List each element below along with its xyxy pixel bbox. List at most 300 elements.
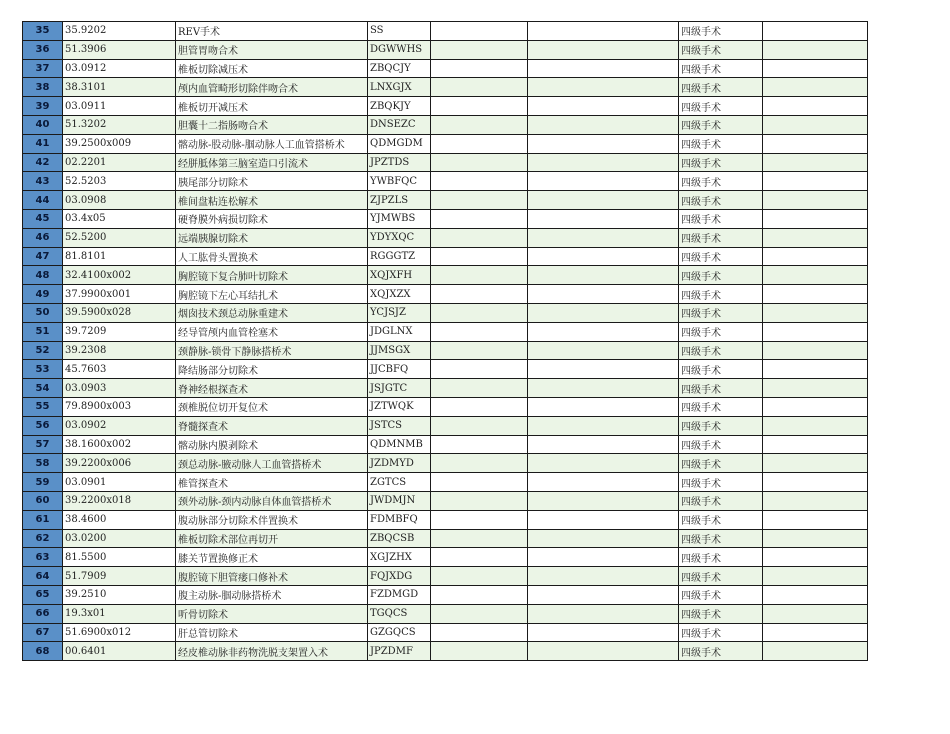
empty-cell[interactable] [528,623,679,642]
row-number-cell[interactable]: 46 [23,228,63,247]
surgery-level-cell[interactable]: 四级手术 [679,153,763,172]
pinyin-abbr-cell[interactable]: YDYXQC [368,228,431,247]
pinyin-abbr-cell[interactable]: ZBQCJY [368,59,431,78]
surgery-level-cell[interactable]: 四级手术 [679,454,763,473]
empty-cell[interactable] [763,623,868,642]
row-number-cell[interactable]: 48 [23,266,63,285]
procedure-code-cell[interactable]: 52.5203 [63,172,176,191]
empty-cell[interactable] [763,22,868,41]
procedure-name-cell[interactable]: 听骨切除术 [176,604,368,623]
table-row [23,567,868,586]
row-number-cell[interactable]: 68 [23,642,63,661]
empty-cell[interactable] [528,360,679,379]
surgery-level-cell[interactable]: 四级手术 [679,473,763,492]
empty-cell[interactable] [763,397,868,416]
empty-cell[interactable] [431,548,528,567]
empty-cell[interactable] [528,322,679,341]
row-number-cell[interactable]: 39 [23,97,63,116]
empty-cell[interactable] [763,510,868,529]
empty-cell[interactable] [763,115,868,134]
procedure-name-cell[interactable]: 人工肱骨头置换术 [176,247,368,266]
procedure-name-cell[interactable]: 经导管颅内血管栓塞术 [176,322,368,341]
table-row [23,379,868,398]
surgery-level-cell[interactable]: 四级手术 [679,115,763,134]
row-number-cell[interactable]: 53 [23,360,63,379]
table-row [23,59,868,78]
table-row [23,435,868,454]
procedure-name-cell[interactable]: 降结肠部分切除术 [176,360,368,379]
row-number-cell[interactable]: 42 [23,153,63,172]
empty-cell[interactable] [528,397,679,416]
pinyin-abbr-cell[interactable]: XQJXZX [368,285,431,304]
empty-cell[interactable] [763,642,868,661]
procedure-name-cell[interactable]: 髂动脉-股动脉-腘动脉人工血管搭桥术 [176,134,368,153]
procedure-code-cell[interactable]: 39.2200x006 [63,454,176,473]
surgery-level-cell[interactable]: 四级手术 [679,322,763,341]
empty-cell[interactable] [763,435,868,454]
empty-cell[interactable] [528,567,679,586]
surgery-level-cell[interactable]: 四级手术 [679,642,763,661]
procedure-code-cell[interactable]: 03.0903 [63,379,176,398]
empty-cell[interactable] [431,341,528,360]
empty-cell[interactable] [431,585,528,604]
surgery-level-cell[interactable]: 四级手术 [679,567,763,586]
surgery-level-cell[interactable]: 四级手术 [679,341,763,360]
pinyin-abbr-cell[interactable]: JPZDMF [368,642,431,661]
empty-cell[interactable] [763,567,868,586]
surgery-level-cell[interactable]: 四级手术 [679,22,763,41]
empty-cell[interactable] [431,209,528,228]
procedure-code-cell[interactable]: 51.3906 [63,40,176,59]
empty-cell[interactable] [431,22,528,41]
empty-cell[interactable] [431,97,528,116]
row-number-cell[interactable]: 62 [23,529,63,548]
procedure-code-cell[interactable]: 81.5500 [63,548,176,567]
empty-cell[interactable] [763,379,868,398]
empty-cell[interactable] [528,435,679,454]
procedure-code-cell[interactable]: 79.8900x003 [63,397,176,416]
procedure-name-cell[interactable]: 腹动脉部分切除术伴置换术 [176,510,368,529]
procedure-name-cell[interactable]: 膝关节置换修正术 [176,548,368,567]
procedure-code-cell[interactable]: 35.9202 [63,22,176,41]
surgery-level-cell[interactable]: 四级手术 [679,172,763,191]
table-row [23,115,868,134]
empty-cell[interactable] [431,379,528,398]
procedure-name-cell[interactable]: 硬脊膜外病损切除术 [176,209,368,228]
row-number-cell[interactable]: 58 [23,454,63,473]
procedure-code-cell[interactable]: 39.2500x009 [63,134,176,153]
empty-cell[interactable] [431,191,528,210]
procedure-name-cell[interactable]: 经皮椎动脉非药物洗脱支架置入术 [176,642,368,661]
empty-cell[interactable] [528,491,679,510]
table-body [23,22,868,661]
row-number-cell[interactable]: 36 [23,40,63,59]
procedure-code-cell[interactable]: 03.0200 [63,529,176,548]
procedure-name-cell[interactable]: 椎板切除术部位再切开 [176,529,368,548]
pinyin-abbr-cell[interactable]: QDMNMB [368,435,431,454]
procedure-code-cell[interactable]: 39.2308 [63,341,176,360]
empty-cell[interactable] [431,153,528,172]
empty-cell[interactable] [431,59,528,78]
pinyin-abbr-cell[interactable]: LNXGJX [368,78,431,97]
empty-cell[interactable] [763,548,868,567]
table-row [23,153,868,172]
pinyin-abbr-cell[interactable]: FZDMGD [368,585,431,604]
pinyin-abbr-cell[interactable]: JPZTDS [368,153,431,172]
empty-cell[interactable] [528,228,679,247]
row-number-cell[interactable]: 50 [23,303,63,322]
empty-cell[interactable] [528,285,679,304]
pinyin-abbr-cell[interactable]: JZDMYD [368,454,431,473]
pinyin-abbr-cell[interactable]: YWBFQC [368,172,431,191]
empty-cell[interactable] [763,529,868,548]
procedure-name-cell[interactable]: 椎间盘粘连松解术 [176,191,368,210]
row-number-cell[interactable]: 38 [23,78,63,97]
row-number-cell[interactable]: 47 [23,247,63,266]
empty-cell[interactable] [528,97,679,116]
procedure-name-cell[interactable]: 颅内血管畸形切除伴吻合术 [176,78,368,97]
surgery-level-cell[interactable]: 四级手术 [679,360,763,379]
surgery-level-cell[interactable]: 四级手术 [679,303,763,322]
surgery-level-cell[interactable]: 四级手术 [679,134,763,153]
empty-cell[interactable] [763,303,868,322]
empty-cell[interactable] [528,303,679,322]
empty-cell[interactable] [431,623,528,642]
empty-cell[interactable] [763,78,868,97]
empty-cell[interactable] [528,379,679,398]
empty-cell[interactable] [528,191,679,210]
procedure-code-cell[interactable]: 19.3x01 [63,604,176,623]
pinyin-abbr-cell[interactable]: JSJGTC [368,379,431,398]
surgery-level-cell[interactable]: 四级手术 [679,548,763,567]
empty-cell[interactable] [431,322,528,341]
table-row [23,548,868,567]
empty-cell[interactable] [431,435,528,454]
empty-cell[interactable] [431,397,528,416]
pinyin-abbr-cell[interactable]: QDMGDM [368,134,431,153]
surgery-level-cell[interactable]: 四级手术 [679,266,763,285]
procedure-code-cell[interactable]: 38.3101 [63,78,176,97]
procedure-name-cell[interactable]: 椎管探查术 [176,473,368,492]
row-number-cell[interactable]: 65 [23,585,63,604]
empty-cell[interactable] [431,40,528,59]
empty-cell[interactable] [528,134,679,153]
row-number-cell[interactable]: 40 [23,115,63,134]
surgery-level-cell[interactable]: 四级手术 [679,228,763,247]
row-number-cell[interactable]: 56 [23,416,63,435]
procedure-name-cell[interactable]: 胸腔镜下左心耳结扎术 [176,285,368,304]
pinyin-abbr-cell[interactable]: GZGQCS [368,623,431,642]
surgery-level-cell[interactable]: 四级手术 [679,397,763,416]
row-number-cell[interactable]: 67 [23,623,63,642]
empty-cell[interactable] [431,510,528,529]
surgery-level-cell[interactable]: 四级手术 [679,285,763,304]
table-row [23,510,868,529]
empty-cell[interactable] [431,78,528,97]
procedure-name-cell[interactable]: 腹腔镜下胆管瘘口修补术 [176,567,368,586]
empty-cell[interactable] [431,529,528,548]
surgery-level-cell[interactable]: 四级手术 [679,40,763,59]
procedure-name-cell[interactable]: 腹主动脉-腘动脉搭桥术 [176,585,368,604]
procedure-code-cell[interactable]: 03.0911 [63,97,176,116]
empty-cell[interactable] [763,153,868,172]
empty-cell[interactable] [763,585,868,604]
empty-cell[interactable] [528,153,679,172]
empty-cell[interactable] [763,341,868,360]
pinyin-abbr-cell[interactable]: RGGGTZ [368,247,431,266]
pinyin-abbr-cell[interactable]: FQJXDG [368,567,431,586]
surgery-grade-table [22,21,868,661]
empty-cell[interactable] [763,322,868,341]
pinyin-abbr-cell[interactable]: YCJSJZ [368,303,431,322]
procedure-code-cell[interactable]: 38.4600 [63,510,176,529]
pinyin-abbr-cell[interactable]: ZJPZLS [368,191,431,210]
empty-cell[interactable] [528,585,679,604]
empty-cell[interactable] [431,228,528,247]
procedure-name-cell[interactable]: 胆管胃吻合术 [176,40,368,59]
surgery-level-cell[interactable]: 四级手术 [679,416,763,435]
empty-cell[interactable] [763,473,868,492]
surgery-level-cell[interactable]: 四级手术 [679,247,763,266]
empty-cell[interactable] [528,454,679,473]
procedure-name-cell[interactable]: 胆囊十二指肠吻合术 [176,115,368,134]
pinyin-abbr-cell[interactable]: DNSEZC [368,115,431,134]
empty-cell[interactable] [763,59,868,78]
procedure-code-cell[interactable]: 39.5900x028 [63,303,176,322]
row-number-cell[interactable]: 66 [23,604,63,623]
procedure-name-cell[interactable]: 肝总管切除术 [176,623,368,642]
pinyin-abbr-cell[interactable]: JZTWQK [368,397,431,416]
empty-cell[interactable] [763,604,868,623]
surgery-level-cell[interactable]: 四级手术 [679,585,763,604]
procedure-code-cell[interactable]: 03.4x05 [63,209,176,228]
table-row [23,78,868,97]
row-number-cell[interactable]: 64 [23,567,63,586]
empty-cell[interactable] [431,303,528,322]
table-row [23,529,868,548]
procedure-code-cell[interactable]: 00.6401 [63,642,176,661]
pinyin-abbr-cell[interactable]: ZBQKJY [368,97,431,116]
empty-cell[interactable] [431,266,528,285]
empty-cell[interactable] [763,209,868,228]
empty-cell[interactable] [528,341,679,360]
row-number-cell[interactable]: 44 [23,191,63,210]
empty-cell[interactable] [763,228,868,247]
procedure-name-cell[interactable]: 椎板切除减压术 [176,59,368,78]
table-row [23,228,868,247]
empty-cell[interactable] [528,266,679,285]
empty-cell[interactable] [528,473,679,492]
pinyin-abbr-cell[interactable]: JJCBFQ [368,360,431,379]
table-row [23,397,868,416]
procedure-name-cell[interactable]: 髂动脉内膜剥除术 [176,435,368,454]
empty-cell[interactable] [431,454,528,473]
empty-cell[interactable] [431,285,528,304]
empty-cell[interactable] [431,360,528,379]
empty-cell[interactable] [528,548,679,567]
row-number-cell[interactable]: 49 [23,285,63,304]
empty-cell[interactable] [528,604,679,623]
pinyin-abbr-cell[interactable]: DGWWHS [368,40,431,59]
empty-cell[interactable] [763,134,868,153]
pinyin-abbr-cell[interactable]: JSTCS [368,416,431,435]
surgery-level-cell[interactable]: 四级手术 [679,97,763,116]
procedure-name-cell[interactable]: 远端胰腺切除术 [176,228,368,247]
empty-cell[interactable] [528,78,679,97]
procedure-name-cell[interactable]: 胰尾部分切除术 [176,172,368,191]
row-number-cell[interactable]: 43 [23,172,63,191]
empty-cell[interactable] [763,360,868,379]
procedure-name-cell[interactable]: 颈静脉-锁骨下静脉搭桥术 [176,341,368,360]
empty-cell[interactable] [431,134,528,153]
empty-cell[interactable] [528,115,679,134]
table-row [23,585,868,604]
pinyin-abbr-cell[interactable]: ZGTCS [368,473,431,492]
empty-cell[interactable] [431,172,528,191]
procedure-code-cell[interactable]: 39.7209 [63,322,176,341]
empty-cell[interactable] [763,266,868,285]
empty-cell[interactable] [528,40,679,59]
table-row [23,642,868,661]
empty-cell[interactable] [528,59,679,78]
surgery-level-cell[interactable]: 四级手术 [679,209,763,228]
empty-cell[interactable] [528,642,679,661]
procedure-code-cell[interactable]: 39.2510 [63,585,176,604]
surgery-level-cell[interactable]: 四级手术 [679,191,763,210]
empty-cell[interactable] [763,172,868,191]
pinyin-abbr-cell[interactable]: XGJZHX [368,548,431,567]
procedure-code-cell[interactable]: 03.0912 [63,59,176,78]
procedure-name-cell[interactable]: 胸腔镜下复合肺叶切除术 [176,266,368,285]
procedure-name-cell[interactable]: 烟囱技术颈总动脉重建术 [176,303,368,322]
procedure-code-cell[interactable]: 32.4100x002 [63,266,176,285]
procedure-code-cell[interactable]: 03.0902 [63,416,176,435]
pinyin-abbr-cell[interactable]: XQJXFH [368,266,431,285]
empty-cell[interactable] [763,97,868,116]
empty-cell[interactable] [431,491,528,510]
empty-cell[interactable] [431,416,528,435]
row-number-cell[interactable]: 61 [23,510,63,529]
procedure-name-cell[interactable]: REV手术 [176,22,368,41]
row-number-cell[interactable]: 57 [23,435,63,454]
table-row [23,623,868,642]
table-row [23,491,868,510]
surgery-level-cell[interactable]: 四级手术 [679,59,763,78]
empty-cell[interactable] [431,115,528,134]
empty-cell[interactable] [431,473,528,492]
procedure-name-cell[interactable]: 颈总动脉-腋动脉人工血管搭桥术 [176,454,368,473]
table-row [23,97,868,116]
pinyin-abbr-cell[interactable]: FDMBFQ [368,510,431,529]
procedure-name-cell[interactable]: 颈外动脉-颈内动脉自体血管搭桥术 [176,491,368,510]
surgery-level-cell[interactable]: 四级手术 [679,623,763,642]
procedure-name-cell[interactable]: 经胼胝体第三脑室造口引流术 [176,153,368,172]
empty-cell[interactable] [763,491,868,510]
procedure-code-cell[interactable]: 03.0908 [63,191,176,210]
empty-cell[interactable] [431,567,528,586]
table-row [23,134,868,153]
empty-cell[interactable] [763,191,868,210]
empty-cell[interactable] [528,510,679,529]
empty-cell[interactable] [431,604,528,623]
row-number-cell[interactable]: 35 [23,22,63,41]
procedure-name-cell[interactable]: 椎板切开减压术 [176,97,368,116]
empty-cell[interactable] [528,22,679,41]
surgery-level-cell[interactable]: 四级手术 [679,604,763,623]
table-row [23,247,868,266]
empty-cell[interactable] [528,172,679,191]
row-number-cell[interactable]: 41 [23,134,63,153]
procedure-code-cell[interactable]: 51.6900x012 [63,623,176,642]
row-number-cell[interactable]: 63 [23,548,63,567]
empty-cell[interactable] [763,416,868,435]
pinyin-abbr-cell[interactable]: ZBQCSB [368,529,431,548]
surgery-level-cell[interactable]: 四级手术 [679,491,763,510]
procedure-code-cell[interactable]: 39.2200x018 [63,491,176,510]
empty-cell[interactable] [528,416,679,435]
row-number-cell[interactable]: 59 [23,473,63,492]
row-number-cell[interactable]: 45 [23,209,63,228]
surgery-level-cell[interactable]: 四级手术 [679,379,763,398]
procedure-code-cell[interactable]: 52.5200 [63,228,176,247]
row-number-cell[interactable]: 52 [23,341,63,360]
procedure-code-cell[interactable]: 81.8101 [63,247,176,266]
procedure-code-cell[interactable]: 02.2201 [63,153,176,172]
table-row [23,172,868,191]
pinyin-abbr-cell[interactable]: YJMWBS [368,209,431,228]
pinyin-abbr-cell[interactable]: JDGLNX [368,322,431,341]
table-row [23,209,868,228]
surgery-level-cell[interactable]: 四级手术 [679,510,763,529]
empty-cell[interactable] [763,285,868,304]
procedure-code-cell[interactable]: 51.3202 [63,115,176,134]
empty-cell[interactable] [763,247,868,266]
procedure-code-cell[interactable]: 51.7909 [63,567,176,586]
procedure-code-cell[interactable]: 37.9900x001 [63,285,176,304]
surgery-level-cell[interactable]: 四级手术 [679,529,763,548]
table-row [23,191,868,210]
surgery-level-cell[interactable]: 四级手术 [679,78,763,97]
empty-cell[interactable] [528,209,679,228]
row-number-cell[interactable]: 37 [23,59,63,78]
row-number-cell[interactable]: 60 [23,491,63,510]
surgery-level-cell[interactable]: 四级手术 [679,435,763,454]
empty-cell[interactable] [431,247,528,266]
table-row [23,322,868,341]
procedure-name-cell[interactable]: 脊髓探查术 [176,416,368,435]
pinyin-abbr-cell[interactable]: JJMSGX [368,341,431,360]
pinyin-abbr-cell[interactable]: SS [368,22,431,41]
procedure-name-cell[interactable]: 颈椎脱位切开复位术 [176,397,368,416]
procedure-code-cell[interactable]: 45.7603 [63,360,176,379]
procedure-code-cell[interactable]: 38.1600x002 [63,435,176,454]
row-number-cell[interactable]: 54 [23,379,63,398]
empty-cell[interactable] [431,642,528,661]
empty-cell[interactable] [528,247,679,266]
pinyin-abbr-cell[interactable]: JWDMJN [368,491,431,510]
table-row [23,40,868,59]
empty-cell[interactable] [763,40,868,59]
procedure-code-cell[interactable]: 03.0901 [63,473,176,492]
row-number-cell[interactable]: 51 [23,322,63,341]
empty-cell[interactable] [528,529,679,548]
table-row [23,266,868,285]
procedure-name-cell[interactable]: 脊神经根探查术 [176,379,368,398]
table-row [23,454,868,473]
pinyin-abbr-cell[interactable]: TGQCS [368,604,431,623]
empty-cell[interactable] [763,454,868,473]
row-number-cell[interactable]: 55 [23,397,63,416]
